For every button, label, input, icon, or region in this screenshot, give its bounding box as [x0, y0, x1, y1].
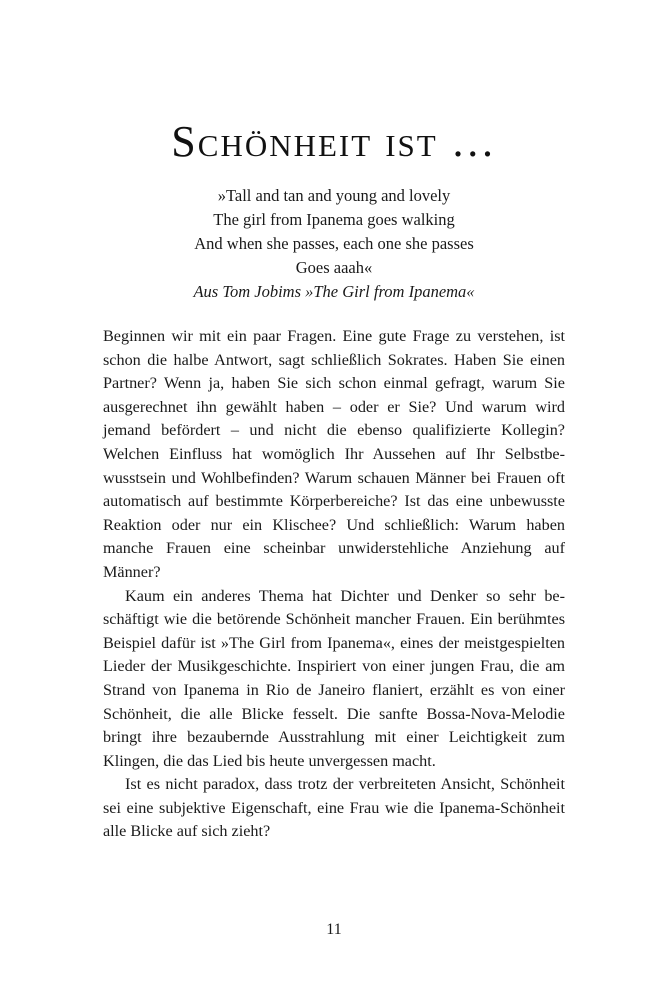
paragraph: Kaum ein anderes Thema hat Dichter und Denker so sehr beschäftigt wie die betörende Schönheit mancher Frauen. Ein berühmtes Beispiel dafür ist »The Girl from Ipanema«, eines der meistgespielten Lieder der Musikgeschichte. Inspiriert von einer jungen Frau, die am Strand von Ipanema in Rio de Janeiro flaniert, erzählt es von einer Schönheit, die alle Blicke fesselt. Die sanfte Bossa-Nova-Melodie bringt ihre bezaubernde Ausstrahlung mit einer Leichtigkeit zum Klingen, die das Lied bis heute unvergessen macht. — [103, 586, 565, 770]
body-text — [103, 325, 565, 844]
page-number: 11 — [326, 921, 342, 938]
epigraph-line: And when she passes, each one she passes — [194, 234, 474, 253]
epigraph-line: »Tall and tan and young and lovely — [217, 186, 451, 205]
epigraph-line: The girl from Ipanema goes walking — [213, 210, 455, 229]
epigraph-line: Goes aaah« — [295, 258, 373, 277]
chapter-title: Schönheit ist … — [171, 117, 497, 166]
paragraph: Beginnen wir mit ein paar Fragen. Eine gute Frage zu verstehen, ist schon die halbe Antwort, sagt schließlich Sokrates. Haben Sie einen Partner? Wenn ja, haben Sie sich schon einmal gefragt, warum Sie ausgerechnet ihn gewählt haben – oder er Sie? Und warum wird jemand befördert – und nicht die ebenso qualifizierte Kollegin? Welchen Einfluss hat womöglich Ihr Aussehen auf Ihr Selbstbewusstsein und Wohlbefinden? Warum schauen Männer bei Frauen oft automatisch auf bestimmte Körperbereiche? Ist das eine unbewusste Reaktion oder nur ein Klischee? Und schließlich: Warum haben manche Frauen eine scheinbar unwiderstehliche Anziehung auf Männer? — [103, 327, 565, 581]
paragraph: Ist es nicht paradox, dass trotz der verbreiteten Ansicht, Schönheit sei eine subjektive Eigenschaft, eine Frau wie die Ipanema-Schönheit alle Blicke auf sich zieht? — [103, 775, 565, 841]
epigraph-source: Aus Tom Jobims »The Girl from Ipanema« — [193, 282, 475, 301]
epigraph — [0, 184, 668, 304]
